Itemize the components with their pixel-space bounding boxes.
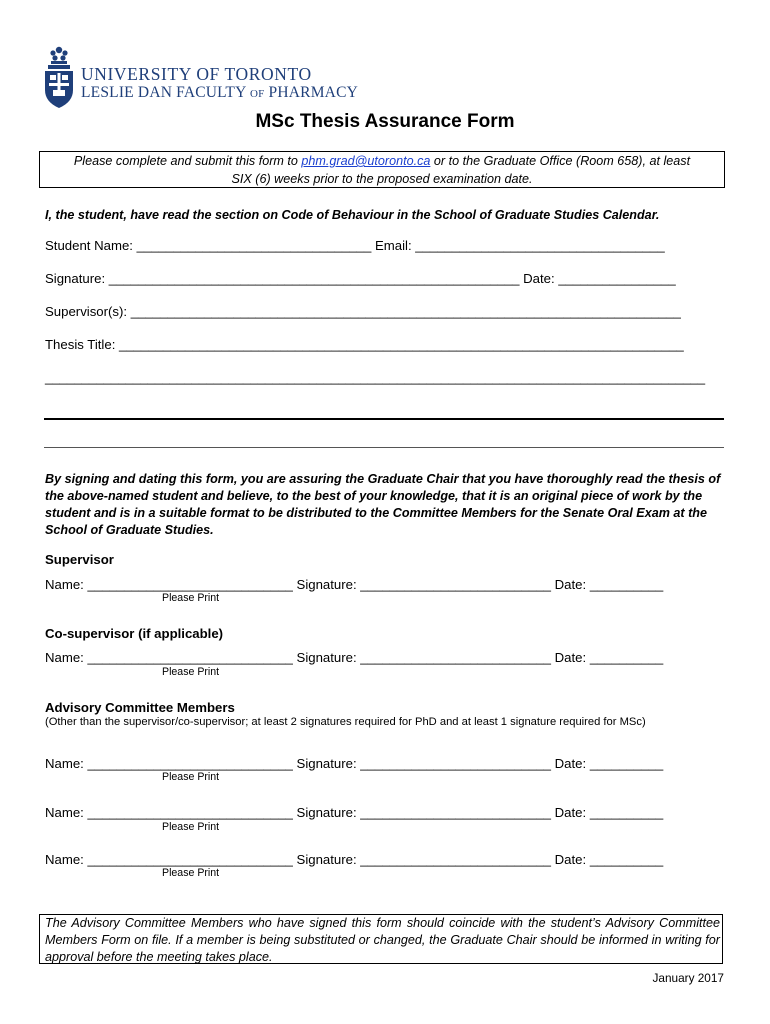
please-print-label: Please Print [162, 592, 220, 604]
cosupervisor-signature-line[interactable]: Name: ____________________________ Signature: __________________________ Date: __________ [45, 650, 664, 665]
cosupervisor-heading: Co-supervisor (if applicable) [45, 626, 224, 641]
committee-note: (Other than the supervisor/co-supervisor; at least 2 signatures required for PhD and at least 1 signature required for MSc) [45, 716, 646, 728]
university-logo [42, 44, 359, 112]
student-name-email-field[interactable]: Student Name: ________________________________ Email: __________________________________ [45, 238, 665, 253]
crest-icon [42, 44, 76, 110]
supervisor-signature-line[interactable]: Name: ____________________________ Signature: __________________________ Date: __________ [45, 577, 664, 592]
page-title: MSc Thesis Assurance Form [255, 111, 515, 132]
university-name: UNIVERSITY OF TORONTO [81, 64, 312, 84]
student-statement: I, the student, have read the section on Code of Behaviour in the School of Graduate Studies Calendar. [45, 208, 660, 222]
please-print-label: Please Print [162, 666, 220, 678]
instructions-line-1: Please complete and submit this form to phm.grad@utoronto.ca or to the Graduate Office (Room 658), at least [73, 154, 691, 168]
supervisor-heading: Supervisor [45, 552, 114, 567]
faculty-name: LESLIE DAN FACULTY OF PHARMACY [81, 84, 359, 101]
assurance-paragraph: By signing and dating this form, you are assuring the Graduate Chair that you have thoroughly read the thesis of the above-named student and believe, to the best of your knowledge, that it is an original piece of work by the student and is in a suitable format to be distributed to the Committee Members for the Senate Oral Exam at the School of Graduate Studies. [45, 472, 721, 537]
thesis-title-rule-2 [44, 447, 724, 448]
supervisors-field[interactable]: Supervisor(s): ___________________________________________________________________________ [45, 304, 681, 319]
committee-member-1-line[interactable]: Name: ____________________________ Signature: __________________________ Date: __________ [45, 756, 664, 771]
please-print-label: Please Print [162, 867, 220, 879]
please-print-label: Please Print [162, 821, 220, 833]
email-link[interactable]: phm.grad@utoronto.ca [301, 154, 431, 168]
instructions-box [39, 151, 725, 188]
instructions-line-2: SIX (6) weeks prior to the proposed examination date. [231, 172, 533, 186]
committee-heading: Advisory Committee Members [45, 700, 235, 715]
thesis-title-field[interactable]: Thesis Title: _____________________________________________________________________________ [45, 337, 684, 352]
committee-member-3-line[interactable]: Name: ____________________________ Signature: __________________________ Date: __________ [45, 852, 664, 867]
committee-member-2-line[interactable]: Name: ____________________________ Signature: __________________________ Date: __________ [45, 805, 664, 820]
student-signature-field[interactable]: Signature: ________________________________________________________ Date: ________________ [45, 271, 676, 286]
please-print-label: Please Print [162, 771, 220, 783]
thesis-title-continued-field[interactable]: __________________________________________________________________________________________ [45, 370, 706, 385]
form-date: January 2017 [652, 971, 724, 985]
footer-note-box: The Advisory Committee Members who have signed this form should coincide with the student’s Advisory Committee Members Form on file. If a member is being substituted or changed, the Graduate Chair should be informed in writing for approval before the meeting takes place. [39, 914, 723, 964]
thesis-title-rule-1 [44, 418, 724, 420]
